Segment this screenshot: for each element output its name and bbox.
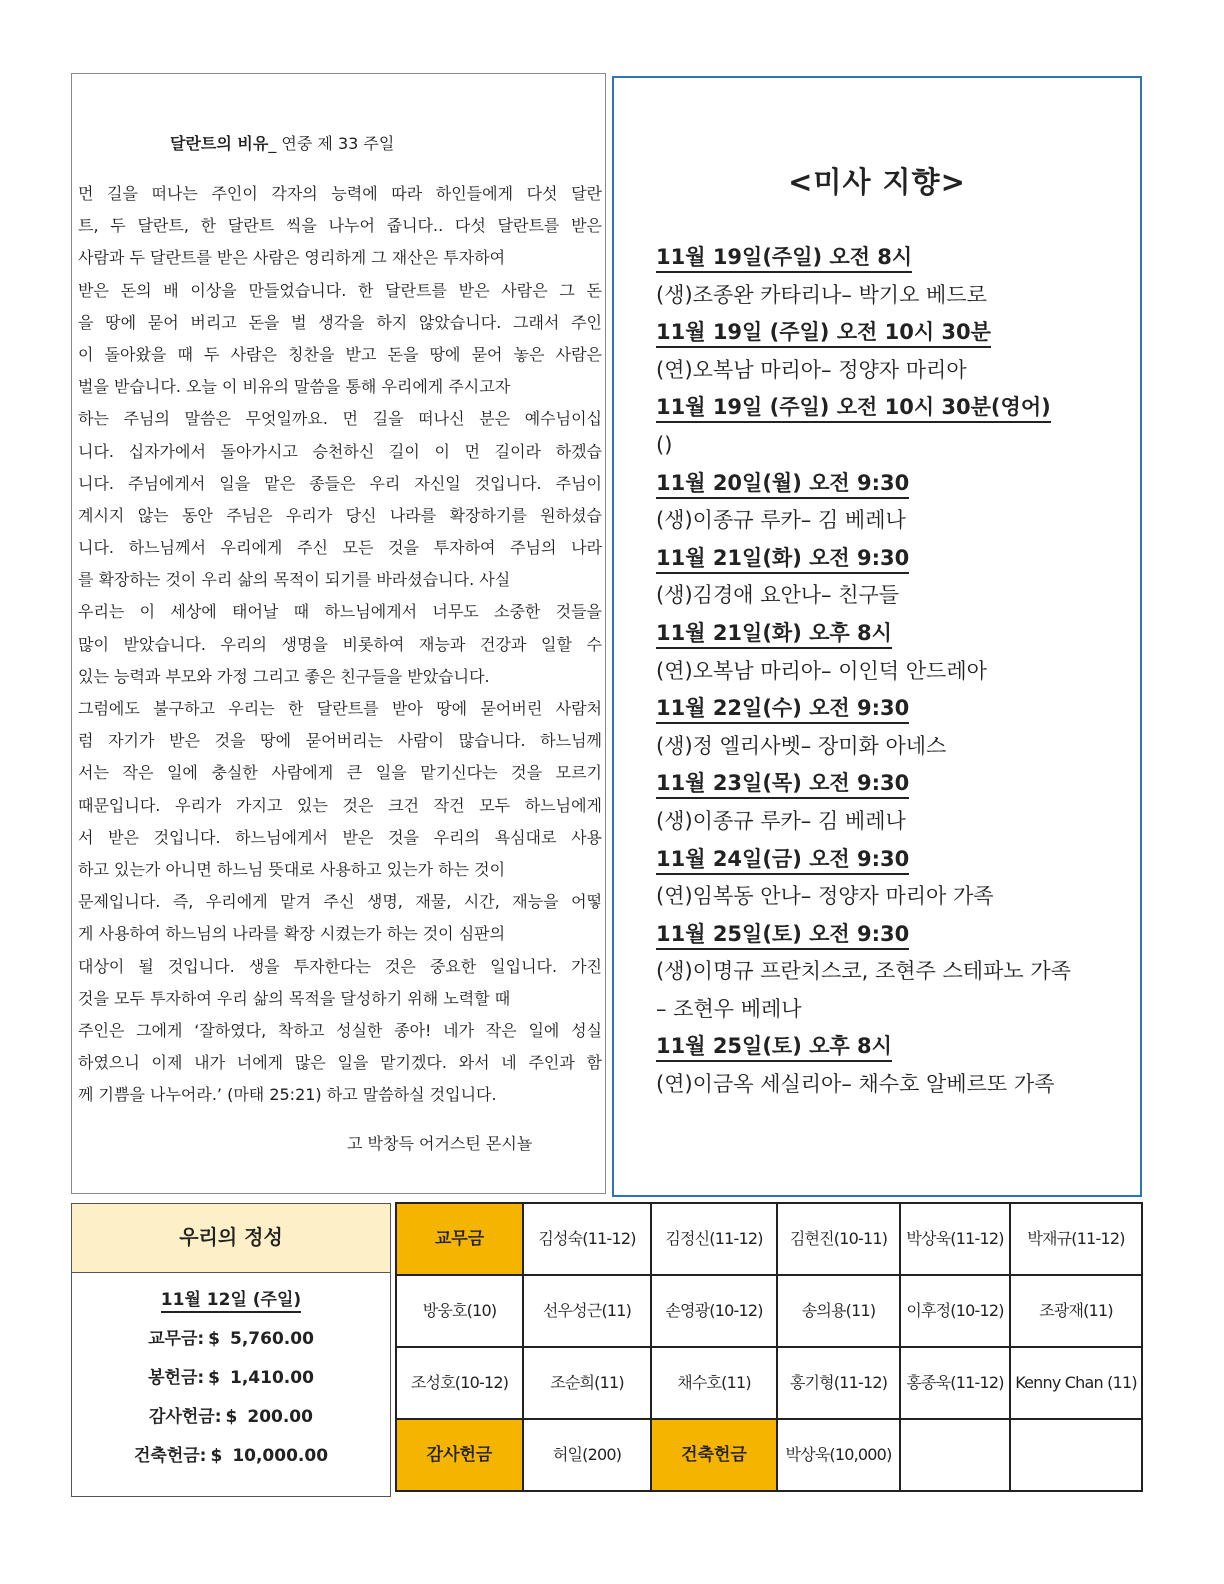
- mass-date-text: 11월 23일(목) 오전 9:30: [656, 771, 909, 799]
- donor-cell: 방웅호(10): [396, 1275, 523, 1347]
- donor-cell: 홍기형(11-12): [777, 1347, 900, 1419]
- donor-category-cell: 감사헌금: [396, 1419, 523, 1491]
- donor-cell: 박재규(11-12): [1010, 1203, 1142, 1275]
- mass-date-heading: [656, 1028, 1126, 1066]
- reflection-line: 우리는 이 세상에 태어날 때 하느님에게서 너무도 소중한 것들을: [78, 602, 602, 622]
- donor-category-cell: 건축헌금: [651, 1419, 777, 1491]
- reflection-line: 서는 작은 일에 충실한 사람에게 큰 일을 맡기신다는 것을 모르기: [78, 763, 602, 783]
- mass-intention-line: [656, 502, 1126, 540]
- mass-date-heading: [656, 916, 1126, 954]
- mass-date-text: 11월 24일(금) 오전 9:30: [656, 847, 909, 875]
- reflection-line: 먼 길을 떠나는 주인이 각자의 능력에 따라 하인들에게 다섯 달란: [78, 184, 602, 203]
- reflection-title-main: 달란트의 비유: [170, 134, 269, 153]
- mass-date-heading: [656, 690, 1126, 728]
- donor-cell: 김성숙(11-12): [523, 1203, 651, 1275]
- donor-cell: 조순희(11): [523, 1347, 651, 1419]
- mass-date-heading: [656, 389, 1126, 427]
- mass-intention-text: (생)김경애 요안나– 친구들: [656, 583, 900, 608]
- mass-date-heading: [656, 841, 1126, 879]
- mass-intention-text: (연)오복남 마리아– 이인덕 안드레아: [656, 658, 987, 683]
- reflection-line: 벌을 받습니다. 오늘 이 비유의 말씀을 통해 우리에게 주시고자: [78, 377, 511, 397]
- reflection-line: 때문입니다. 우리가 가지고 있는 것은 크건 작건 모두 하느님에게: [78, 795, 602, 815]
- reflection-line: 게 사용하여 하느님의 나라를 확장 시켰는가 하는 것이 심판의: [78, 924, 506, 944]
- donor-cell: Kenny Chan (11): [1010, 1347, 1142, 1419]
- reflection-line: 하고 있는가 아니면 하느님 뜻대로 사용하고 있는가 하는 것이: [78, 859, 506, 879]
- donor-cell: 홍종욱(11-12): [900, 1347, 1010, 1419]
- reflection-line: 을 땅에 묻어 버리고 돈을 벌 생각을 하지 않았습니다. 그래서 주인: [78, 312, 602, 332]
- reflection-title: [170, 131, 394, 154]
- donor-cell: 조광재(11): [1010, 1275, 1142, 1347]
- reflection-line: 계시지 않는 동안 주님은 우리가 당신 나라를 확장하기를 원하셨습: [78, 505, 602, 525]
- mass-date-heading: [656, 615, 1126, 653]
- reflection-line: 하였으니 이제 내가 너에게 많은 일을 맡기겠다. 와서 네 주인과 함: [78, 1053, 602, 1073]
- mass-intentions-box: [612, 76, 1142, 1197]
- mass-intention-text: (연)오복남 마리아– 정양자 마리아: [656, 357, 967, 382]
- mass-intention-line: [656, 991, 1126, 1029]
- mass-intention-text: (연)임복동 안나– 정양자 마리아 가족: [656, 884, 994, 909]
- donor-cell: 박상욱(10,000): [777, 1419, 900, 1491]
- offering-row: [72, 1324, 390, 1349]
- donor-cell: 손영광(10-12): [651, 1275, 777, 1347]
- offering-date-text: 11월 12일 (주일): [161, 1290, 301, 1313]
- mass-date-heading: [656, 314, 1126, 352]
- reflection-line: 것을 모두 투자하여 우리 삶의 목적을 달성하기 위해 노력할 때: [78, 988, 511, 1008]
- mass-intention-text: (): [656, 432, 673, 457]
- mass-intention-text: (생)이명규 프란치스코, 조현주 스테파노 가족: [656, 959, 1071, 984]
- reflection-line: 니다. 주님에게서 일을 맡은 종들은 우리 자신일 것입니다. 주님이: [78, 473, 602, 493]
- mass-date-text: 11월 19일 (주일) 오전 10시 30분: [656, 320, 991, 348]
- offering-amount: 1,410.00: [230, 1368, 314, 1388]
- offering-row: [72, 1363, 390, 1388]
- offering-date: [72, 1285, 390, 1310]
- reflection-line: 사람과 두 달란트를 받은 사람은 영리하게 그 재산은 투자하여: [78, 248, 506, 268]
- mass-date-text: 11월 25일(토) 오전 9:30: [656, 922, 909, 950]
- mass-date-text: 11월 20일(월) 오전 9:30: [656, 471, 909, 499]
- donor-cell: [900, 1419, 1010, 1491]
- offering-currency: $: [208, 1329, 221, 1349]
- mass-intention-line: [656, 427, 1126, 465]
- offering-currency: $: [225, 1407, 238, 1427]
- offering-label: 교무금:: [148, 1329, 205, 1349]
- mass-date-text: 11월 25일(토) 오후 8시: [656, 1034, 892, 1062]
- reflection-line: 주인은 그에게 ‘잘하였다, 착하고 성실한 종아! 네가 작은 일에 성실: [78, 1020, 602, 1040]
- reflection-body: [78, 178, 602, 1111]
- mass-intention-line: [656, 577, 1126, 615]
- mass-date-text: 11월 21일(화) 오전 9:30: [656, 546, 909, 574]
- reflection-subtitle: _ 연중 제 33 주일: [268, 134, 395, 153]
- donor-row: [396, 1203, 1142, 1275]
- donor-cell: 김정신(11-12): [651, 1203, 777, 1275]
- donor-cell: 조성호(10-12): [396, 1347, 523, 1419]
- donor-row: [396, 1347, 1142, 1419]
- mass-intention-text: (생)조종완 카타리나– 박기오 베드로: [656, 282, 987, 307]
- offering-box: [71, 1203, 391, 1497]
- offering-label: 감사헌금:: [149, 1407, 222, 1427]
- reflection-line: 문제입니다. 즉, 우리에게 맡겨 주신 생명, 재물, 시간, 재능을 어떻: [78, 892, 602, 912]
- donor-cell: 박상욱(11-12): [900, 1203, 1010, 1275]
- offering-currency: $: [208, 1368, 221, 1388]
- mass-date-text: 11월 19일 (주일) 오전 10시 30분(영어): [656, 395, 1051, 423]
- donor-category-cell: 교무금: [396, 1203, 523, 1275]
- donor-cell: 김현진(10-11): [777, 1203, 900, 1275]
- reflection-box: [71, 73, 606, 1194]
- offering-amount: 10,000.00: [232, 1446, 329, 1466]
- reflection-line: 있는 능력과 부모와 가정 그리고 좋은 친구들을 받았습니다.: [78, 666, 490, 686]
- mass-intentions-title: <미사 지향>: [788, 165, 966, 199]
- reflection-line: 서 받은 것입니다. 하느님에게서 받은 것을 우리의 욕심대로 사용: [78, 827, 602, 847]
- donor-cell: [1010, 1419, 1142, 1491]
- mass-date-text: 11월 22일(수) 오전 9:30: [656, 696, 909, 724]
- mass-intention-text: (생)정 엘리사벳– 장미화 아네스: [656, 733, 947, 758]
- donor-row: [396, 1419, 1142, 1491]
- mass-intention-line: [656, 803, 1126, 841]
- mass-intention-line: [656, 878, 1126, 916]
- mass-intention-line: [656, 653, 1126, 691]
- offering-header: 우리의 정성: [72, 1204, 390, 1273]
- mass-intention-text: – 조현우 베레나: [656, 996, 802, 1021]
- donor-cell: 허일(200): [523, 1419, 651, 1491]
- mass-intention-line: [656, 352, 1126, 390]
- reflection-line: 니다. 십자가에서 돌아가시고 승천하신 길이 이 먼 길이라 하겠습: [78, 441, 602, 461]
- reflection-signature: 고 박창득 어거스틴 몬시뇰: [347, 1134, 533, 1153]
- mass-date-text: 11월 21일(화) 오후 8시: [656, 621, 892, 649]
- mass-intention-text: (생)이종규 루카– 김 베레나: [656, 508, 906, 533]
- donor-table: [395, 1202, 1143, 1492]
- reflection-line: 하는 주님의 말씀은 무엇일까요. 먼 길을 떠나신 분은 예수님이십: [78, 409, 602, 429]
- donor-cell: 이후정(10-12): [900, 1275, 1010, 1347]
- reflection-line: 받은 돈의 배 이상을 만들었습니다. 한 달란트를 받은 사람은 그 돈: [78, 280, 602, 300]
- mass-intention-text: (생)이종규 루카– 김 베레나: [656, 808, 906, 833]
- mass-date-heading: [656, 765, 1126, 803]
- reflection-line: 께 기쁨을 나누어라.’ (마태 25:21) 하고 말씀하실 것입니다.: [78, 1085, 497, 1105]
- donor-cell: 선우성근(11): [523, 1275, 651, 1347]
- donor-cell: 채수호(11): [651, 1347, 777, 1419]
- reflection-line: 트, 두 달란트, 한 달란트 씩을 나누어 줍니다.. 다섯 달란트를 받은: [78, 216, 602, 236]
- mass-intention-text: (연)이금옥 세실리아– 채수호 알베르또 가족: [656, 1072, 1055, 1097]
- mass-intention-line: [656, 277, 1126, 315]
- offering-row: [72, 1441, 390, 1466]
- offering-amount: 5,760.00: [230, 1329, 314, 1349]
- donor-row: [396, 1275, 1142, 1347]
- offering-currency: $: [210, 1446, 223, 1466]
- reflection-line: 대상이 될 것입니다. 생을 투자한다는 것은 중요한 일입니다. 가진: [78, 956, 602, 976]
- mass-date-text: 11월 19일(주일) 오전 8시: [656, 245, 912, 273]
- offering-rows: [72, 1324, 390, 1466]
- mass-date-heading: [656, 465, 1126, 503]
- mass-date-heading: [656, 239, 1126, 277]
- reflection-line: 이 돌아왔을 때 두 사람은 칭찬을 받고 돈을 땅에 묻어 놓은 사람은: [78, 344, 602, 364]
- mass-date-heading: [656, 540, 1126, 578]
- reflection-line: 니다. 하느님께서 우리에게 주신 모든 것을 투자하여 주님의 나라: [78, 538, 602, 558]
- mass-intention-line: [656, 953, 1126, 991]
- mass-intentions-list: [656, 239, 1126, 1104]
- reflection-line: 를 확장하는 것이 우리 삶의 목적이 되기를 바라셨습니다. 사실: [78, 570, 511, 590]
- mass-intention-line: [656, 1066, 1126, 1104]
- reflection-line: 그럼에도 불구하고 우리는 한 달란트를 받아 땅에 묻어버린 사람처: [78, 699, 602, 718]
- offering-row: [72, 1402, 390, 1427]
- donor-cell: 송의용(11): [777, 1275, 900, 1347]
- offering-label: 봉헌금:: [148, 1368, 205, 1388]
- reflection-line: 럼 자기가 받은 것을 땅에 묻어버리는 사람이 많습니다. 하느님께: [78, 731, 602, 751]
- offering-amount: 200.00: [247, 1407, 313, 1427]
- offering-label: 건축헌금:: [133, 1446, 207, 1466]
- mass-intention-line: [656, 728, 1126, 766]
- reflection-line: 많이 받았습니다. 우리의 생명을 비롯하여 재능과 건강과 일할 수: [78, 634, 602, 654]
